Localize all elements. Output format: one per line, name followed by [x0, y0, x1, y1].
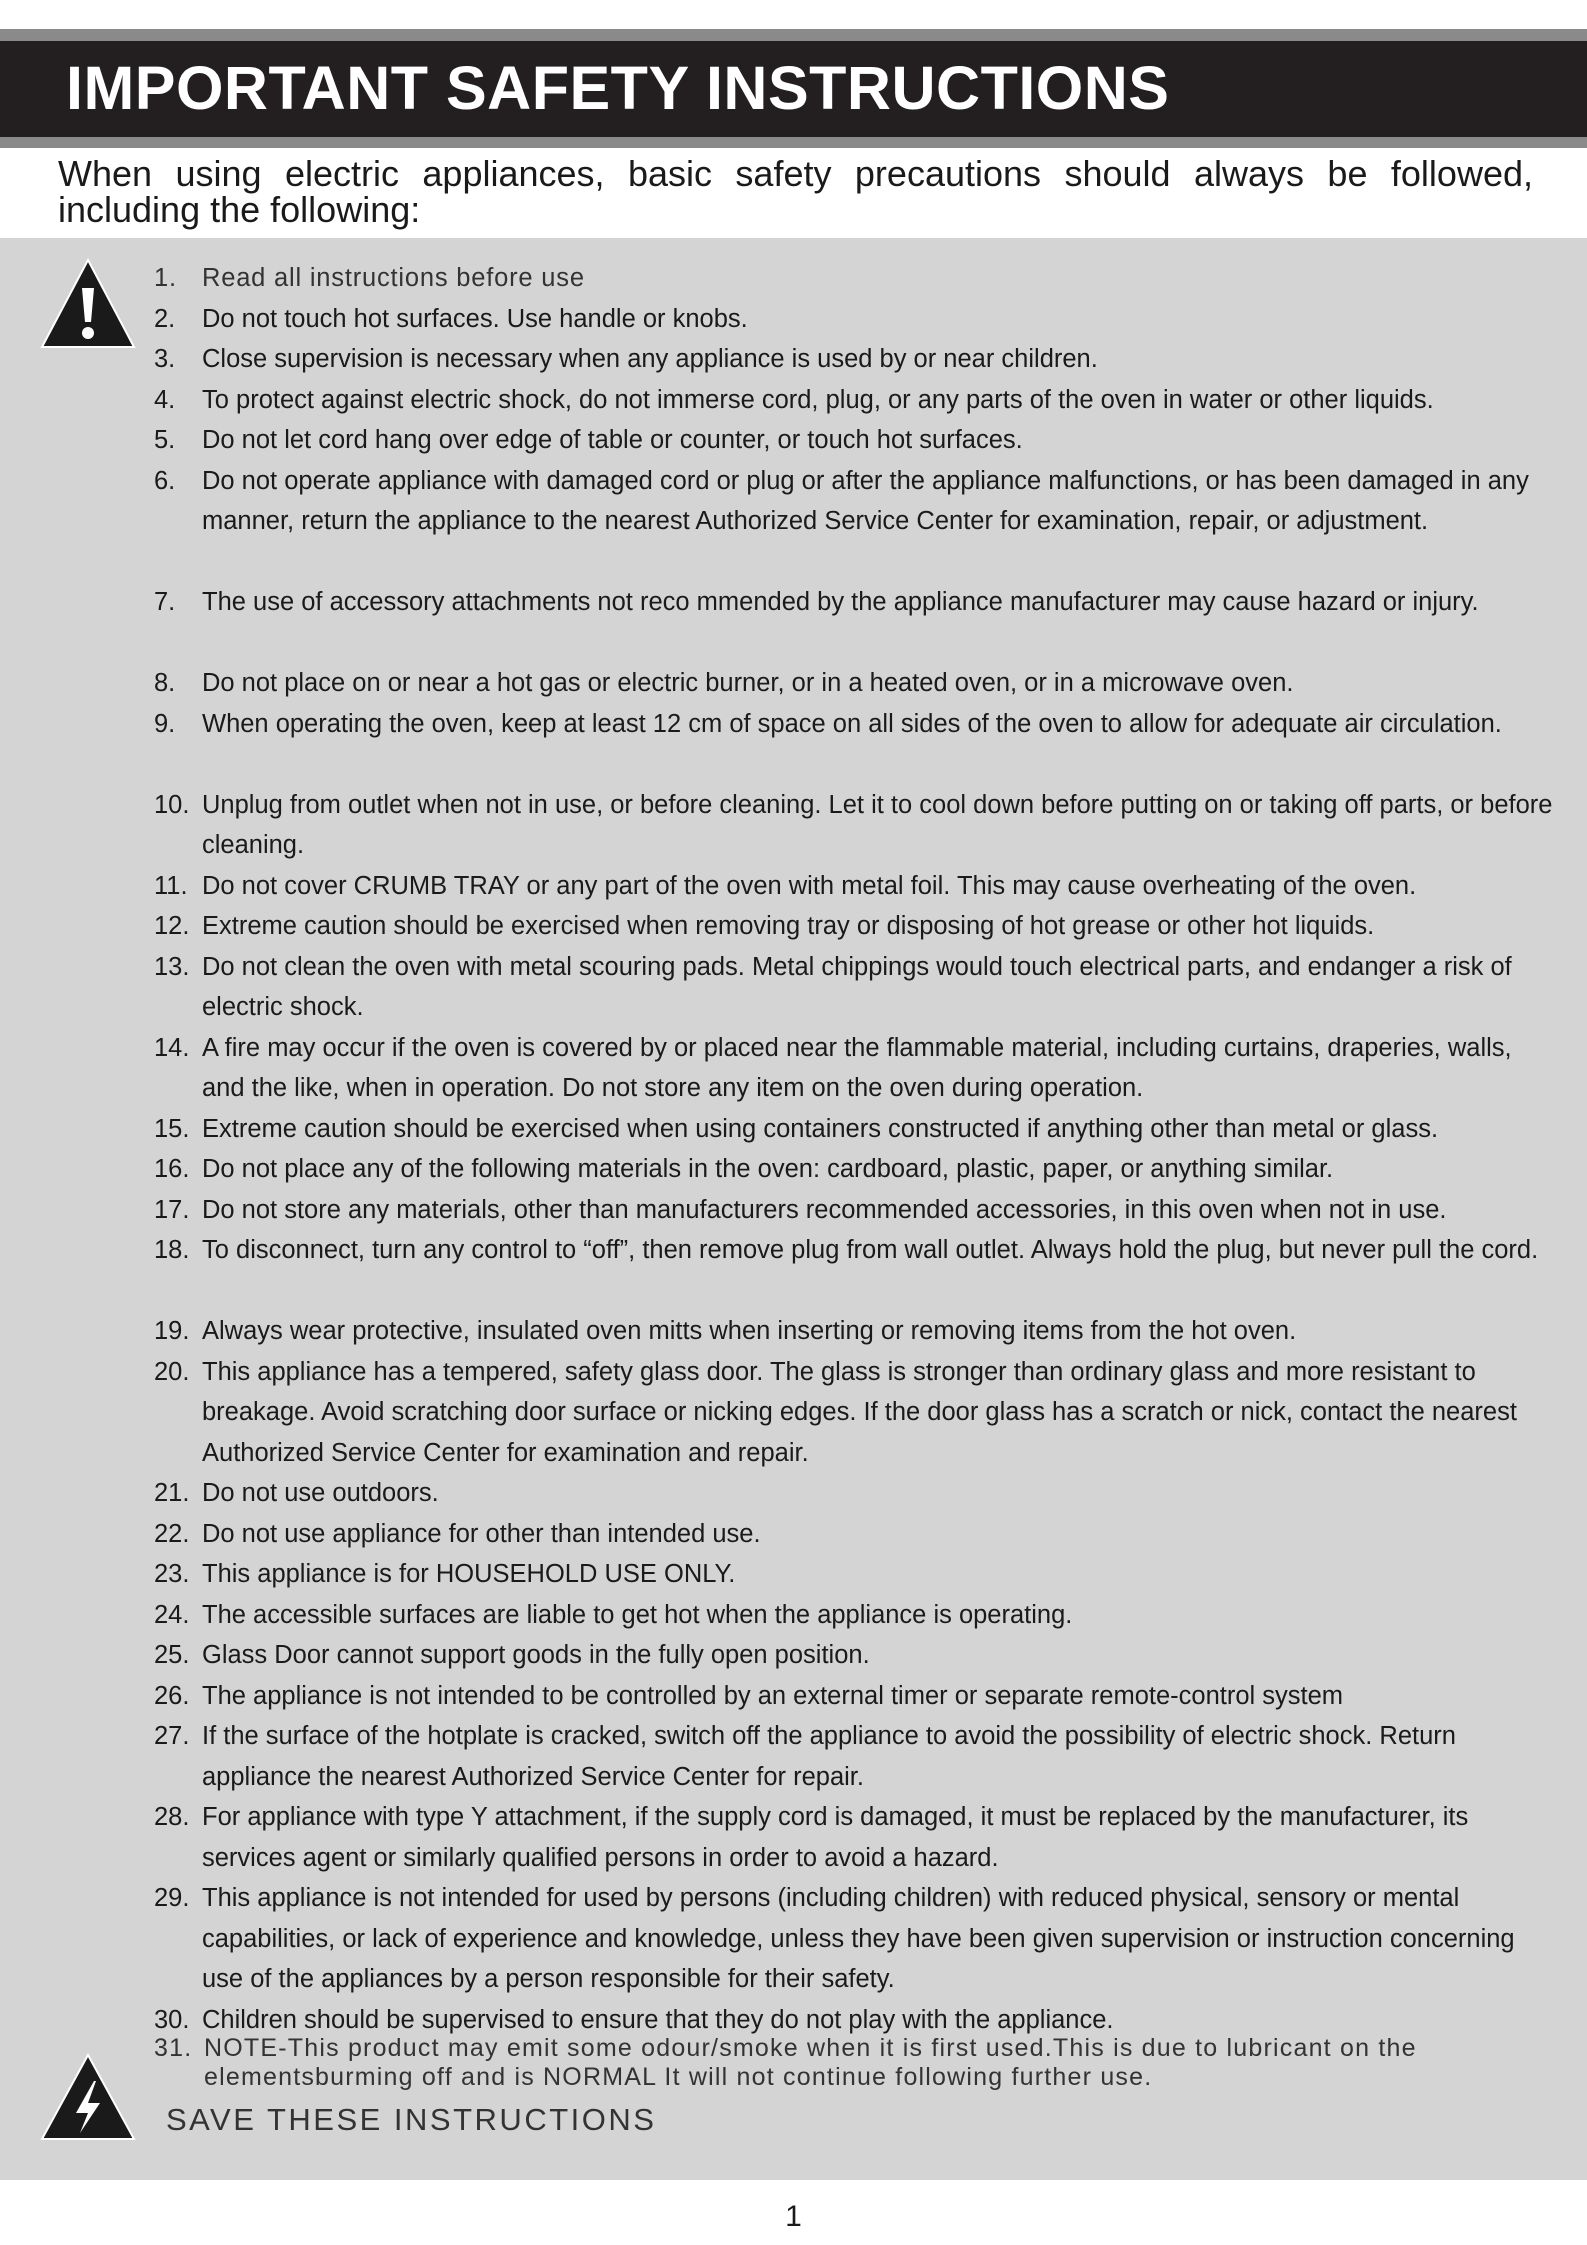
item-text: Glass Door cannot support goods in the fully open position.: [202, 1641, 870, 1669]
item-text: Extreme caution should be exercised when removing tray or disposing of hot grease or other hot liquids.: [202, 912, 1375, 940]
item-number: 4.: [154, 385, 176, 414]
item-text: When operating the oven, keep at least 12 cm of space on all sides of the oven to allow for adequate air circulation.: [202, 709, 1502, 738]
item-number: 6.: [154, 466, 176, 495]
item-number: 10.: [154, 790, 190, 819]
list-item: [154, 1716, 1554, 1797]
item-text: Do not let cord hang over edge of table or counter, or touch hot surfaces.: [202, 426, 1023, 454]
list-item: [154, 1473, 1554, 1514]
item-number: 18.: [154, 1236, 190, 1264]
list-item: [154, 1635, 1554, 1676]
item-number: 14.: [154, 1033, 190, 1062]
item-number: 19.: [154, 1317, 190, 1345]
list-item: [154, 461, 1554, 542]
item-number: 16.: [154, 1155, 190, 1183]
list-item: [154, 1352, 1554, 1474]
list-item: [154, 1676, 1554, 1717]
item-number: 15.: [154, 1114, 190, 1143]
list-item: [154, 1149, 1554, 1190]
list-item: [154, 704, 1554, 745]
item-number: 22.: [154, 1519, 190, 1548]
item-text: Do not cover CRUMB TRAY or any part of the oven with metal foil. This may cause overheating of the oven.: [202, 871, 1417, 900]
item-number: 2.: [154, 304, 176, 333]
item-number: 9.: [154, 709, 176, 738]
item-number: 1.: [154, 264, 177, 292]
list-item: [154, 1878, 1554, 2000]
electric-shock-icon: [38, 2051, 138, 2143]
item-number: 26.: [154, 1681, 190, 1710]
list-item: [154, 906, 1554, 947]
list-item: [154, 785, 1554, 866]
item-text: Do not place any of the following materials in the oven: cardboard, plastic, paper, or anything similar.: [202, 1155, 1334, 1183]
list-item: [154, 582, 1554, 623]
list-item: [154, 1230, 1554, 1271]
item-number: 25.: [154, 1641, 190, 1669]
item-text: Do not place on or near a hot gas or electric burner, or in a heated oven, or in a microwave oven.: [202, 669, 1294, 697]
item-number: 20.: [154, 1357, 190, 1386]
item-text: Extreme caution should be exercised when using containers constructed if anything other than metal or glass.: [202, 1114, 1439, 1143]
page-number: 1: [785, 2200, 802, 2233]
item-text: This appliance is not intended for used by persons (including children) with reduced physical, sensory or mental capabilities, or lack of experience and knowledge, unless they have been given supervision or instruction concerning use of the appliances by a person responsible for their safety.: [202, 1884, 1515, 1993]
item-text: Always wear protective, insulated oven mitts when inserting or removing items from the hot oven.: [202, 1317, 1297, 1345]
list-item: [154, 1311, 1554, 1352]
list-item: [154, 299, 1554, 340]
item-number: 13.: [154, 952, 190, 981]
list-item: [154, 866, 1554, 907]
item-text: The use of accessory attachments not reco mmended by the appliance manufacturer may cause hazard or injury.: [202, 588, 1479, 616]
item-text: Close supervision is necessary when any appliance is used by or near children.: [202, 345, 1098, 373]
item-text: Do not clean the oven with metal scouring pads. Metal chippings would touch electrical parts, and endanger a risk of electric shock.: [202, 952, 1512, 1021]
item-number: 7.: [154, 588, 176, 616]
item-text: To disconnect, turn any control to “off”, then remove plug from wall outlet. Always hold the plug, but never pull the cord.: [202, 1236, 1539, 1264]
warning-triangle-icon: [38, 256, 138, 351]
item-number: 12.: [154, 912, 190, 940]
title-underline-rule: [0, 137, 1587, 148]
item-number: 8.: [154, 669, 176, 697]
item-text: This appliance has a tempered, safety glass door. The glass is stronger than ordinary glass and more resistant to breakage. Avoid scratching door surface or nicking edges. If the door glass has a scratch or nick, contact the nearest Authorized Service Center for examination and repair.: [202, 1357, 1517, 1467]
list-item: [154, 1028, 1554, 1109]
list-item: [154, 1109, 1554, 1150]
item-text: The appliance is not intended to be controlled by an external timer or separate remote-control system: [202, 1681, 1344, 1710]
item-text: To protect against electric shock, do not immerse cord, plug, or any parts of the oven in water or other liquids.: [202, 385, 1434, 414]
list-item: [154, 258, 1554, 299]
note-text: NOTE-This product may emit some odour/smoke when it is first used.This is due to lubricant on the elementsburming off and is NORMAL It will not continue following further use.: [204, 2034, 1417, 2091]
list-item: [154, 1595, 1554, 1636]
item-number: 30.: [154, 2005, 190, 2034]
item-text: For appliance with type Y attachment, if the supply cord is damaged, it must be replaced by the manufacturer, its services agent or similarly qualified persons in order to avoid a hazard.: [202, 1803, 1469, 1872]
list-item: [154, 380, 1554, 421]
item-number: 27.: [154, 1722, 190, 1750]
list-item: [154, 1514, 1554, 1555]
item-text: The accessible surfaces are liable to get hot when the appliance is operating.: [202, 1600, 1073, 1629]
list-item: [154, 1554, 1554, 1595]
item-number: 28.: [154, 1803, 190, 1831]
list-item: [154, 947, 1554, 1028]
list-item: [154, 339, 1554, 380]
item-text: Unplug from outlet when not in use, or before cleaning. Let it to cool down before putting on or taking off parts, or before cleaning.: [202, 790, 1553, 859]
item-text: Do not store any materials, other than manufacturers recommended accessories, in this oven when not in use.: [202, 1195, 1447, 1224]
intro-text: When using electric appliances, basic safety precautions should always be followed, including the following:: [58, 153, 1533, 230]
save-instructions-label: SAVE THESE INSTRUCTIONS: [166, 2102, 657, 2137]
list-item: [154, 1190, 1554, 1231]
item-number: 11.: [154, 871, 188, 900]
item-text: Read all instructions before use: [202, 264, 585, 292]
item-number: 29.: [154, 1884, 190, 1912]
item-text: Do not use outdoors.: [202, 1479, 439, 1507]
item-text: Do not touch hot surfaces. Use handle or knobs.: [202, 304, 748, 333]
item-text: Do not use appliance for other than intended use.: [202, 1519, 761, 1548]
item-text: A fire may occur if the oven is covered by or placed near the flammable material, including curtains, draperies, walls, and the like, when in operation. Do not store any item on the oven during operation.: [202, 1033, 1512, 1102]
item-number: 5.: [154, 426, 176, 454]
item-text: If the surface of the hotplate is cracked, switch off the appliance to avoid the possibility of electric shock. Return appliance the nearest Authorized Service Center for repair.: [202, 1722, 1456, 1791]
item-number: 23.: [154, 1560, 190, 1588]
item-text: Do not operate appliance with damaged cord or plug or after the appliance malfunctions, or has been damaged in any manner, return the appliance to the nearest Authorized Service Center for examination, repair, or adjustment.: [202, 466, 1529, 535]
list-item: [154, 663, 1554, 704]
list-item: [154, 1797, 1554, 1878]
item-number: 24.: [154, 1600, 190, 1629]
item-number: 21.: [154, 1479, 190, 1507]
top-gray-rule: [0, 29, 1587, 41]
item-number: 17.: [154, 1195, 190, 1224]
page-title: IMPORTANT SAFETY INSTRUCTIONS: [66, 54, 1170, 122]
note-item: [154, 2034, 1554, 2092]
item-text: Children should be supervised to ensure that they do not play with the appliance.: [202, 2005, 1114, 2034]
item-number: 3.: [154, 345, 176, 373]
list-item: [154, 420, 1554, 461]
item-text: This appliance is for HOUSEHOLD USE ONLY.: [202, 1560, 736, 1588]
note-number: 31.: [154, 2034, 193, 2062]
